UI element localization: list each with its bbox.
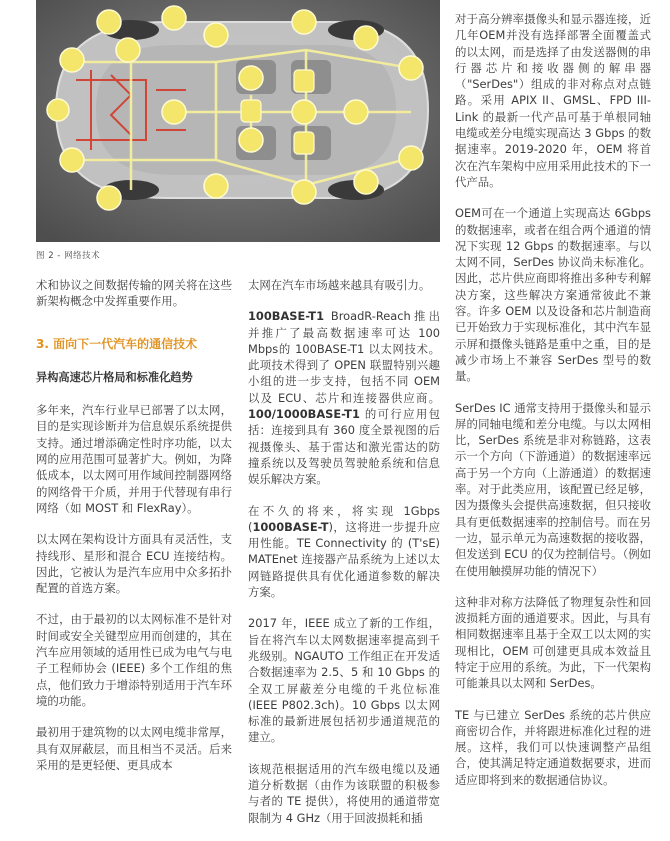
module-icon [294, 70, 314, 92]
ecu-node-icon [204, 174, 228, 198]
column-right [455, 11, 651, 803]
paragraph-text: 在不久的将来，将实现 1Gbps ( [248, 503, 440, 534]
paragraph: 多年来，汽车行业早已部署了以太网，目的是实现诊断并为信息娱乐系统提供支持。通过增添确定性时序功能，以太网的应用范围可显著扩大。例如，为降低成本，以太网可用作域间控制器网络的网络骨干介质，并用于代替现有串行网络（如 MOST 和 FlexRay）。 [36, 403, 232, 515]
figure-caption: 图 2 - 网络技术 [36, 251, 101, 261]
ecu-node-icon [354, 170, 378, 194]
module-icon [241, 100, 261, 122]
ecu-node-icon [399, 56, 423, 80]
subheading: 异构高速芯片格局和标准化趋势 [36, 370, 193, 384]
ecu-node-icon [162, 6, 186, 30]
ecu-node-icon [47, 99, 69, 121]
paragraph: 最初用于建筑物的以太网电缆非常厚，具有双屏蔽层，而且相当不灵活。后来采用的是更轻便、更具成本 [36, 725, 232, 772]
paragraph: TE 与已建立 SerDes 系统的芯片供应商密切合作，并将跟进标准化过程的进展。这样，我们可以快速调整产品组合，使其满足特定通道数据要求，进而适应即将到来的数据通信协议。 [455, 707, 651, 787]
paragraph: 这种非对称方法降低了物理复杂性和回波损耗方面的通道要求。因此，与具有相同数据速率且基于全双工以太网的实现相比，OEM 可创建更具成本效益且特定于应用的系统。为此，下一代架构可能兼具以太网和 SerDes。 [455, 594, 651, 691]
ecu-node-icon [97, 10, 121, 34]
network-technology-figure [36, 0, 440, 242]
column-middle [248, 277, 440, 841]
ecu-node-icon [292, 100, 316, 124]
paragraph-text: 的可行应用包括：连接到具有 360 度全景视图的后视摄像头、基于雷达和激光雷达的防撞系统以及驾驶员驾驶舱系统和信息娱乐解决方案。 [248, 407, 440, 487]
column-left [36, 277, 232, 788]
ecu-node-icon [60, 148, 84, 172]
paragraph-text: BroadR-Reach推出并推广了最高数据速率可达 100 Mbps的 100BASE-T1 以太网技术。此项技术得到了 OPEN 联盟特别兴趣小组的进一步支持，包括不同 OEM 以及 ECU、芯片和连接器供应商。 [248, 309, 440, 405]
ecu-node-icon [162, 100, 186, 124]
term-label: 100BASE-T1 [248, 309, 325, 324]
paragraph: 太网在汽车市场越来越具有吸引力。 [248, 278, 431, 292]
ecu-node-icon [116, 38, 140, 62]
module-icon [294, 132, 314, 154]
paragraph: OEM可在一个通道上实现高达 6Gbps的数据速率，或者在组合两个通道的情况下实现 12 Gbps 的数据速率。与以太网不同，SerDes 协议尚未标准化。因此，芯片供应商即将推出多种专利解决方案，这些解决方案通常彼此不兼容。许多 OEM 以及设备和芯片制造商已开始致力于实现标准化，其中汽车显示屏和摄像头链路是重中之重，目的是减少市场上不兼容 SerDes 型号的数量。 [455, 206, 651, 384]
ecu-node-icon [60, 48, 84, 72]
paragraph: 对于高分辨率摄像头和显示器连接，近几年OEM并没有选择部署全面覆盖式的以太网，而是选择了由发送器侧的串行器芯片和接收器侧的解串器（"SerDes"）组成的非对称点对点链路。采用 APIX II、GMSL、FPD III-Link 的最新一代产品可基于单根同轴电缆或差分电缆实现高达 3 Gbps 的数据速率。2019-2020 年，OEM 将首次在汽车架构中应用采用此技术的下一代产品。 [455, 12, 651, 189]
paragraph: 术和协议之间数据传输的网关将在这些新架构概念中发挥重要作用。 [36, 278, 232, 309]
paragraph: 该规范根据适用的汽车级电缆以及通道分析数据（由作为该联盟的积极参与者的 TE 提供），将使用的通道带宽限制为 4 GHz（用于回波损耗和插 [248, 761, 440, 825]
ecu-node-icon [354, 26, 378, 50]
car-network-diagram [36, 0, 440, 242]
ecu-node-icon [239, 66, 263, 90]
term-label: 1000BASE-T [252, 519, 329, 534]
ecu-node-icon [292, 10, 316, 34]
paragraph: 不过，由于最初的以太网标准不是针对时间或安全关键型应用而创建的，其在汽车应用领域的适用性已成为电气与电子工程师协会 (IEEE) 多个工作组的焦点，他们致力于增添特别适用于汽车环境的功能。 [36, 612, 232, 708]
ecu-node-icon [97, 186, 121, 210]
ecu-node-icon [399, 146, 423, 170]
paragraph [248, 308, 440, 487]
ecu-node-icon [292, 180, 316, 204]
ecu-node-icon [344, 100, 368, 124]
ecu-node-icon [204, 23, 228, 47]
paragraph [248, 503, 440, 601]
section-heading: 3. 面向下一代汽车的通信技术 [36, 336, 198, 351]
term-label: 100/1000BASE-T1 [248, 407, 360, 422]
paragraph: 2017 年，IEEE 成立了新的工作组，旨在将汽车以太网数据速率提高到千兆级别。NGAUTO 工作组正在开发适合数据速率为 2.5、5 和 10 Gbps 的全双工屏蔽差分电缆的千兆位标准 (IEEE P802.3ch)。10 Gbps 以太网标准的最新进展包括初步通道规范的建立。 [248, 616, 440, 745]
paragraph: SerDes IC 通常支持用于摄像头和显示屏的同轴电缆和差分电缆。与以太网相比，SerDes 系统是非对称链路，这表示一个方向（下游通道）的数据速率远高于另一个方向（上游通道）的数据速率。对于此类应用，该配置已经足够，因为摄像头会提供高速数据，但只接收具有更低数据速率的控制信号。而在另一边，显示单元为高速数据的接收器，但发送到 ECU 的仅为控制信号。（例如在使用触摸屏功能的情况下） [455, 400, 651, 578]
paragraph: 以太网在架构设计方面具有灵活性，支持线形、星形和混合 ECU 连接结构。因此，它被认为是汽车应用中众多拓扑配置的首选方案。 [36, 532, 232, 596]
ecu-node-icon [239, 128, 263, 152]
paragraph-text: )，这将进一步提升应用性能。TE Connectivity 的 (T'sE) MATEnet 连接器产品系统为上述以太网链路提供具有优化通道参数的解决方案。 [248, 519, 440, 600]
